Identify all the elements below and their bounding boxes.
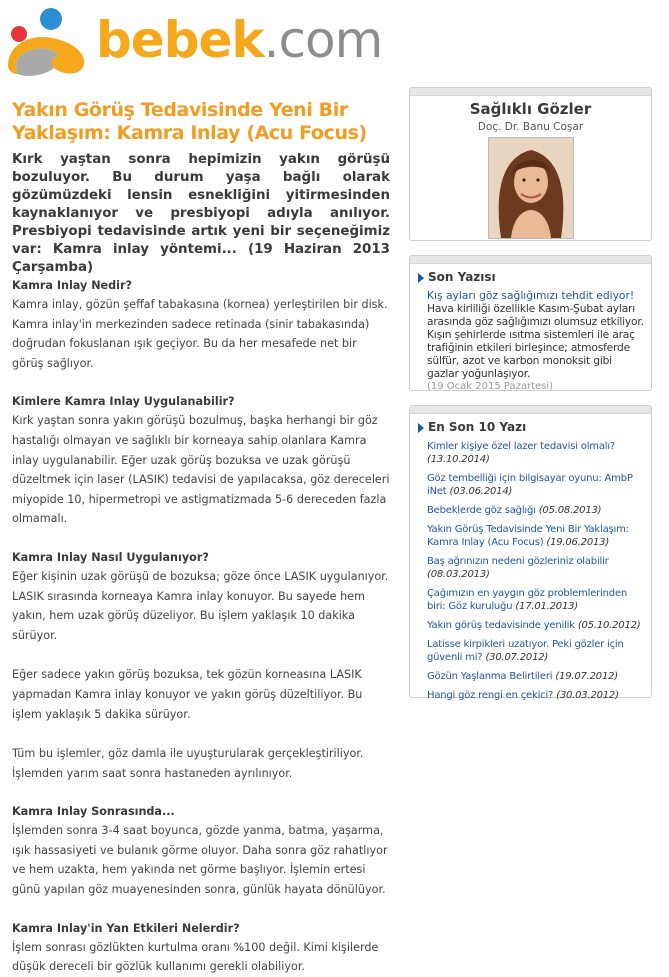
section-heading: Kamra Inlay'in Yan Etkileri Nelerdir?	[12, 921, 240, 935]
author-name: Doç. Dr. Banu Coşar	[477, 121, 584, 133]
list-item[interactable]: Kimler kişiye özel lazer tedavisi olmalı? (13.10.2014)	[427, 441, 616, 465]
list-item[interactable]: Latisse kirpikleri uzatıyor. Peki gözler için güvenli mi? (30.07.2012)	[427, 639, 624, 663]
article-title: Yakın Görüş Tedavisinde Yeni Bir Yaklaşım: Kamra Inlay (Acu Focus)	[12, 99, 367, 144]
logo-mark-icon	[4, 4, 88, 78]
section-paragraph: İşlem sonrası gözlükten kurtulma oranı %100 değil. Kimi kişilerde düşük dereceli bir gözlük kullanımı gerekli olabiliyor.	[12, 940, 379, 974]
section-heading: Kimlere Kamra Inlay Uygulanabilir?	[12, 395, 235, 409]
recent-posts-box	[409, 405, 652, 701]
section-paragraph: Kırk yaştan sonra yakın görüşü bozulmuş, başka herhangi bir göz hastalığı olmayan ve sağlıklı bir korneaya sahip olanlara Kamra inlay uygulanabilir. Eğer uzak görüş bozuksa ve uzak görüşü düzeltmek için laser (LASIK) tedavisi de yapılacaksa, göz dereceleri miyopide 10, hipermetropi ve astigmatizmada 5-6 dereceden fazla olmamalı.	[12, 414, 390, 526]
section-paragraph: Tüm bu işlemler, göz damla ile uyuşturularak gerçekleştiriliyor. İşlemden yarım saat sonra hastaneden ayrılınıyor.	[12, 747, 364, 780]
site-logo[interactable]	[4, 4, 383, 84]
article-section	[12, 803, 390, 899]
recent-post-list	[427, 440, 645, 702]
section-paragraph: İşlemden sonra 3-4 saat boyunca, gözde yanma, batma, yaşarma, ışık hassasiyeti ve bulanık görme oluyor. Daha sonra göz rahatlıyor ve hem uzakta, hem yakında net görme başlıyor. İşlemin ertesi günü yapılan göz muayenesinden sonra, günlük hayata dönülüyor.	[12, 824, 388, 897]
sidebar	[409, 87, 652, 701]
list-item[interactable]: Hangi göz rengi en çekici? (30.03.2012)	[427, 690, 619, 701]
article-lead: Kırk yaştan sonra hepimizin yakın görüşü bozuluyor. Bu durum yaşa bağlı olarak gözümüzdeki lensin esnekliğini yitirmesinden kaynaklanıyor ve presbiyopi adıyla anılıyor. Presbiyopi tedavisinde artık yeni bir seçeneğimiz var: Kamra inlay yöntemi... (19 Haziran 2013 Çarşamba)	[12, 152, 390, 275]
logo-wordmark	[96, 10, 382, 70]
list-item[interactable]: Yakın Görüş Tedavisinde Yeni Bir Yaklaşım: Kamra Inlay (Acu Focus) (19.06.2013)	[427, 524, 629, 548]
article-section	[12, 920, 390, 977]
list-item[interactable]: Gözün Yaşlanma Belirtileri (19.07.2012)	[427, 671, 618, 682]
section-heading: Kamra Inlay Nedir?	[12, 279, 132, 292]
logo-tld-text: .com	[263, 11, 383, 69]
latest-post-summary: Hava kirliliği özellikle Kasım-Şubat ayları arasında göz sağlığımızı olumsuz etkiliyor. Kışın şehirlerde ısıtma sistemleri ile araç trafiğinin etkileri birleşince; atmosferde sülfür, azot ve karbon monoksit gibi gazlar yoğunlaşıyor.	[427, 302, 644, 380]
arrow-right-icon	[418, 423, 424, 433]
logo-brand-text: bebek	[96, 11, 264, 69]
section-paragraph: Eğer kişinin uzak görüşü de bozuksa; göze önce LASIK uygulanıyor. LASIK sırasında korneaya Kamra inlay konuyor. Bu sayede hem yakın, hem uzak görüş düzeliyor. Bu işlem yaklaşık 10 dakika sürüyor.	[12, 569, 389, 642]
recent-heading: En Son 10 Yazı	[418, 419, 645, 436]
latest-heading: Son Yazısı	[418, 269, 645, 286]
author-photo	[488, 137, 574, 239]
list-item[interactable]: Göz tembelliği için bilgisayar oyunu: AmbP iNet (03.06.2014)	[427, 473, 633, 497]
article-section	[12, 549, 390, 783]
list-item[interactable]: Bebeklerde göz sağlığı (05.08.2013)	[427, 505, 602, 516]
latest-post-date: (19 Ocak 2015 Pazartesi)	[427, 381, 554, 392]
section-heading: Kamra Inlay Nasıl Uygulanıyor?	[12, 550, 209, 564]
section-paragraph: Eğer sadece yakın görüş bozuksa, tek gözün korneasına LASIK yapmadan Kamra inlay konuyor ve yakın görüş düzeltiliyor. Bu işlem yaklaşık 5 dakika sürüyor.	[12, 668, 363, 721]
article	[12, 99, 390, 977]
section-heading: Kamra Inlay Sonrasında...	[12, 805, 175, 819]
list-item[interactable]: Çağımızın en yaygın göz problemlerinden biri: Göz kuruluğu (17.01.2013)	[427, 588, 628, 612]
latest-post-box	[409, 255, 652, 391]
section-paragraph: Kamra inlay, gözün şeffaf tabakasına (kornea) yerleştirilen bir disk. Kamra inlay'in merkezinden sadece retinada (sinir tabakasında) doğrudan fokuslanan ışık geçiyor. Bu da her mesafede net bir görüş sağlıyor.	[12, 298, 388, 370]
list-item[interactable]: Baş ağrınızın nedeni gözleriniz olabilir (08.03.2013)	[427, 556, 609, 580]
author-box	[409, 87, 652, 241]
article-section	[12, 277, 390, 373]
arrow-right-icon	[418, 273, 424, 283]
column-title: Sağlıklı Gözler	[469, 100, 592, 118]
list-item[interactable]: Yakın görüş tedavisinde yenilik (05.10.2012)	[427, 620, 641, 631]
latest-post-link[interactable]: Kış ayları göz sağlığımızı tehdit ediyor!	[427, 289, 635, 302]
article-section	[12, 393, 390, 529]
